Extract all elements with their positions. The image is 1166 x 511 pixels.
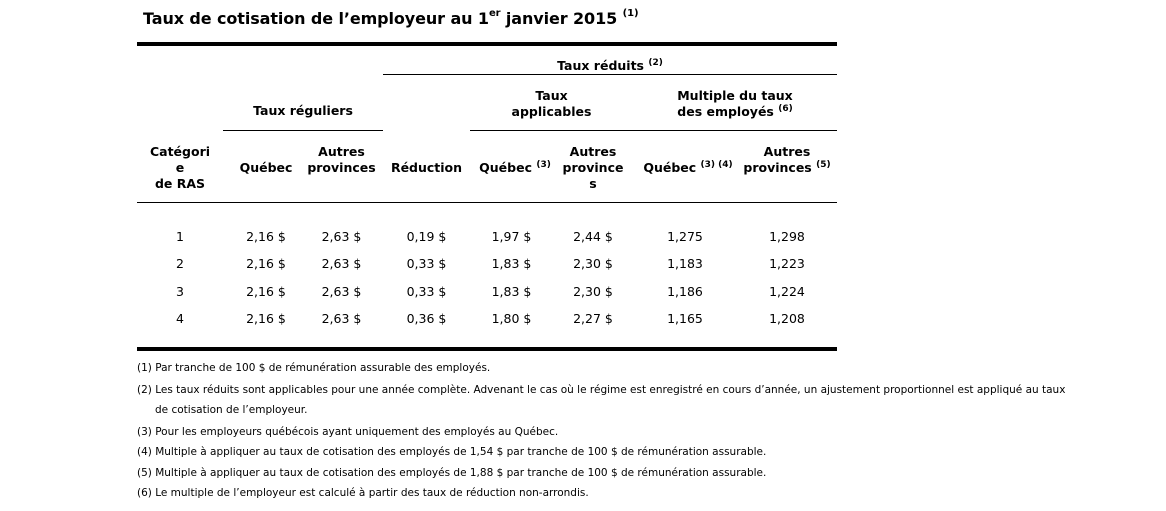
cell-categorie: 1: [176, 229, 184, 244]
header-categorie: Catégori e de RAS: [149, 144, 211, 191]
reduits-underline: [383, 74, 837, 75]
cell-mul-quebec: 1,275: [667, 229, 703, 244]
cell-categorie: 4: [176, 311, 184, 326]
cell-reg-autres: 2,63 $: [321, 284, 362, 299]
header-app-autres: Autres province s: [562, 144, 624, 191]
footnote-2: (2) Les taux réduits sont applicables pour une année complète. Advenant le cas où le régime est enregistré en cours d’année, un ajustement proportionnel est appliqué au taux: [137, 384, 1066, 396]
footnote-2-continued: de cotisation de l’employeur.: [155, 404, 308, 416]
header-mul-autres: Autres provinces $^{(5)}$: [743, 144, 831, 175]
header-reduction: Réduction: [390, 160, 463, 175]
cell-mul-autres: 1,224: [769, 284, 805, 299]
cell-mul-autres: 1,223: [769, 256, 805, 271]
header-taux-reguliers: Taux réguliers: [253, 103, 353, 118]
header-bottom-rule: [137, 202, 837, 203]
cell-mul-autres: 1,208: [769, 311, 805, 326]
cell-reduction: 0,36 $: [406, 311, 447, 326]
cell-reduction: 0,19 $: [406, 229, 447, 244]
header-reg-quebec: Québec: [239, 160, 293, 175]
cell-mul-quebec: 1,165: [667, 311, 703, 326]
table-top-rule: [137, 42, 837, 46]
cell-app-quebec: 1,83 $: [491, 256, 532, 271]
cell-reduction: 0,33 $: [406, 256, 447, 271]
cell-reg-quebec: 2,16 $: [246, 284, 286, 299]
header-mul-quebec: Québec $^{(3) (4)}$: [643, 160, 733, 175]
header-reg-autres: Autres provinces: [307, 144, 376, 175]
footnote-6: (6) Le multiple de l’employeur est calculé à partir des taux de réduction non-arrondis.: [137, 487, 589, 499]
cell-mul-quebec: 1,186: [667, 284, 703, 299]
cell-reg-quebec: 2,16 $: [246, 256, 286, 271]
footnote-5: (5) Multiple à appliquer au taux de cotisation des employés de 1,88 $ par tranche de 100 $ de rémunération assurable.: [137, 467, 767, 479]
header-multiple: Multiple du taux des employés $^{(6)}$: [677, 88, 793, 119]
cell-app-quebec: 1,97 $: [491, 229, 532, 244]
cell-app-autres: 2,27 $: [573, 311, 613, 326]
cell-mul-autres: 1,298: [769, 229, 805, 244]
cell-categorie: 3: [176, 284, 184, 299]
cell-app-autres: 2,30 $: [573, 284, 613, 299]
cell-reg-autres: 2,63 $: [321, 256, 362, 271]
cell-mul-quebec: 1,183: [667, 256, 703, 271]
cell-reduction: 0,33 $: [406, 284, 447, 299]
footnote-3: (3) Pour les employeurs québécois ayant uniquement des employés au Québec.: [137, 426, 559, 438]
reguliers-underline: [223, 130, 383, 131]
cell-reg-quebec: 2,16 $: [246, 229, 286, 244]
applicables-underline: [470, 130, 633, 131]
cell-reg-autres: 2,63 $: [321, 311, 362, 326]
title-footnote-ref: (1): [622, 7, 639, 19]
multiple-underline: [633, 130, 837, 131]
header-taux-reduits: Taux réduits $^{(2)}$: [557, 58, 663, 73]
table-bottom-rule: [137, 347, 837, 351]
title-superscript: er: [488, 7, 501, 19]
page-title: Taux de cotisation de l’employeur au 1er janvier 2015 $^{(1)}$: [143, 7, 639, 28]
header-taux-applicables: Taux applicables: [511, 88, 592, 119]
footnote-4: (4) Multiple à appliquer au taux de cotisation des employés de 1,54 $ par tranche de 100 $ de rémunération assurable.: [137, 446, 767, 458]
cell-app-autres: 2,30 $: [573, 256, 613, 271]
footnote-1: (1) Par tranche de 100 $ de rémunération assurable des employés.: [137, 362, 491, 374]
cell-app-autres: 2,44 $: [573, 229, 613, 244]
cell-categorie: 2: [176, 256, 184, 271]
header-app-quebec: Québec $^{(3)}$: [479, 160, 551, 175]
cell-reg-autres: 2,63 $: [321, 229, 362, 244]
cell-app-quebec: 1,83 $: [491, 284, 532, 299]
cell-reg-quebec: 2,16 $: [246, 311, 286, 326]
cell-app-quebec: 1,80 $: [491, 311, 532, 326]
